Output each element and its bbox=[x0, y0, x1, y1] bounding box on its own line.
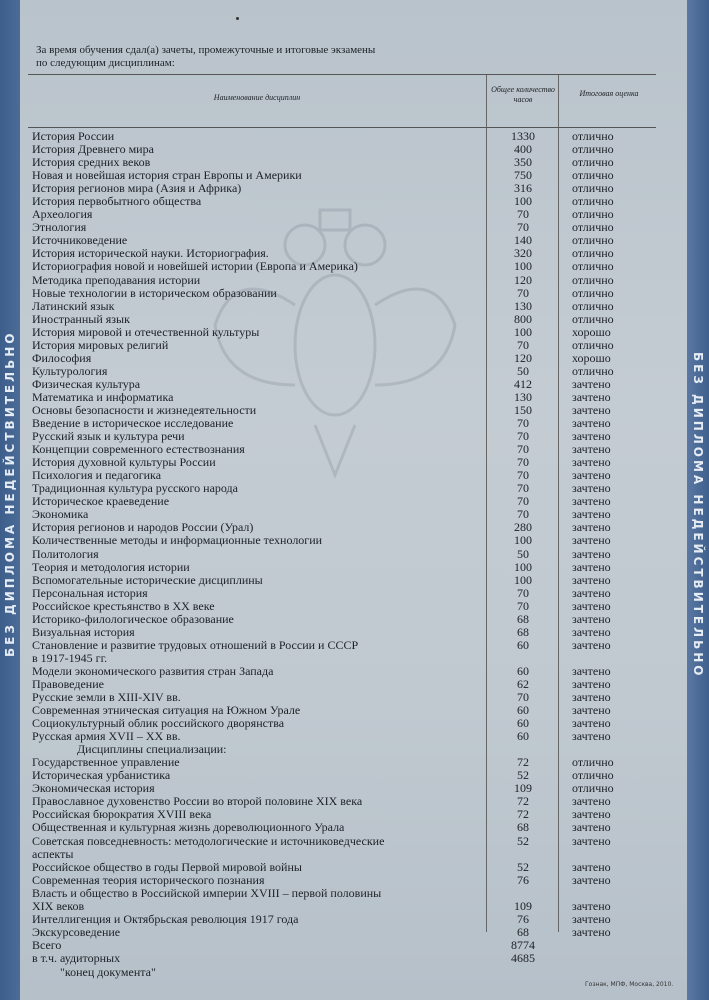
table-row bbox=[28, 939, 656, 952]
grade-value: зачтено bbox=[572, 807, 611, 822]
intro-line-1: За время обучения сдал(а) зачеты, промежуточные и итоговые экзамены bbox=[36, 44, 376, 56]
grade-value: зачтено bbox=[572, 416, 611, 431]
table-row bbox=[28, 848, 656, 861]
hours-value: 800 bbox=[514, 311, 532, 326]
table-row bbox=[28, 600, 656, 613]
grade-value: зачтено bbox=[572, 676, 611, 691]
subject-name: Историческое краеведение bbox=[32, 494, 170, 509]
hours-value: 50 bbox=[517, 546, 529, 561]
hours-value: 400 bbox=[514, 142, 532, 157]
subject-name: Модели экономического развития стран Запада bbox=[32, 663, 274, 678]
grade-value: отлично bbox=[572, 363, 614, 378]
hours-value: 76 bbox=[517, 911, 529, 926]
grade-value: зачтено bbox=[572, 389, 611, 404]
grade-value: отлично bbox=[572, 220, 614, 235]
grades-table bbox=[28, 74, 656, 965]
table-row bbox=[28, 365, 656, 378]
grade-value: зачтено bbox=[572, 833, 611, 848]
table-row bbox=[28, 260, 656, 273]
hours-value: 130 bbox=[514, 298, 532, 313]
hours-value: 140 bbox=[514, 233, 532, 248]
subject-name: Иностранный язык bbox=[32, 311, 130, 326]
grade-value: зачтено bbox=[572, 402, 611, 417]
grade-value: зачтено bbox=[572, 911, 611, 926]
table-row bbox=[28, 287, 656, 300]
subject-name: аспекты bbox=[32, 846, 74, 861]
grade-value: зачтено bbox=[572, 703, 611, 718]
hours-value: 280 bbox=[514, 520, 532, 535]
subject-name: История регионов мира (Азия и Африка) bbox=[32, 181, 242, 196]
grade-value: отлично bbox=[572, 155, 614, 170]
hours-value: 100 bbox=[514, 559, 532, 574]
table-row bbox=[28, 887, 656, 900]
subject-name: Новая и новейшая история стран Европы и Америки bbox=[32, 168, 302, 183]
table-row bbox=[28, 861, 656, 874]
grade-value: зачтено bbox=[572, 716, 611, 731]
grade-value: отлично bbox=[572, 285, 614, 300]
table-row bbox=[28, 952, 656, 965]
grade-value: зачтено bbox=[572, 429, 611, 444]
grade-value: хорошо bbox=[572, 324, 611, 339]
subject-name: Всего bbox=[32, 937, 62, 952]
intro-line-2: по следующим дисциплинам: bbox=[36, 57, 175, 69]
table-row bbox=[28, 900, 656, 913]
grade-value: отлично bbox=[572, 129, 614, 143]
hours-value: 8774 bbox=[511, 937, 535, 952]
hours-value: 100 bbox=[514, 324, 532, 339]
table-row bbox=[28, 352, 656, 365]
grade-value: отлично bbox=[572, 142, 614, 157]
hours-value: 70 bbox=[517, 285, 529, 300]
table-row bbox=[28, 326, 656, 339]
subject-name: Математика и информатика bbox=[32, 389, 174, 404]
subject-name: Дисциплины специализации: bbox=[77, 742, 227, 757]
page-dot bbox=[236, 17, 239, 20]
subject-name: Социокультурный облик российского дворянства bbox=[32, 716, 285, 731]
table-row bbox=[28, 613, 656, 626]
hours-value: 70 bbox=[517, 507, 529, 522]
grade-value: зачтено bbox=[572, 690, 611, 705]
table-row bbox=[28, 208, 656, 221]
grade-value: зачтено bbox=[572, 442, 611, 457]
subject-name: Историческая урбанистика bbox=[32, 768, 171, 783]
hours-value: 70 bbox=[517, 416, 529, 431]
hours-value: 100 bbox=[514, 194, 532, 209]
grade-value: отлично bbox=[572, 194, 614, 209]
hours-value: 60 bbox=[517, 663, 529, 678]
hours-value: 130 bbox=[514, 389, 532, 404]
hours-value: 68 bbox=[517, 820, 529, 835]
table-row bbox=[28, 574, 656, 587]
table-header bbox=[28, 74, 656, 128]
hours-value: 100 bbox=[514, 572, 532, 587]
grade-value: зачтено bbox=[572, 494, 611, 509]
hours-value: 4685 bbox=[511, 950, 535, 965]
subject-name: Методика преподавания истории bbox=[32, 272, 201, 287]
grade-value: отлично bbox=[572, 207, 614, 222]
intro-text bbox=[36, 44, 375, 70]
grade-value: зачтено bbox=[572, 598, 611, 613]
hours-value: 72 bbox=[517, 807, 529, 822]
hours-value: 70 bbox=[517, 494, 529, 509]
subject-name: Российское крестьянство в XX веке bbox=[32, 598, 215, 613]
end-of-document: "конец документа" bbox=[60, 965, 156, 979]
grade-value: зачтено bbox=[572, 468, 611, 483]
hours-value: 72 bbox=[517, 755, 529, 770]
subject-name: Русский язык и культура речи bbox=[32, 429, 185, 444]
hours-value: 70 bbox=[517, 337, 529, 352]
hours-value: 1330 bbox=[511, 129, 535, 143]
grade-value: зачтено bbox=[572, 794, 611, 809]
grade-value: зачтено bbox=[572, 481, 611, 496]
hours-value: 109 bbox=[514, 781, 532, 796]
subject-name: История средних веков bbox=[32, 155, 151, 170]
hours-value: 412 bbox=[514, 376, 532, 391]
table-row bbox=[28, 874, 656, 887]
grade-value: отлично bbox=[572, 781, 614, 796]
grade-value: зачтено bbox=[572, 729, 611, 744]
subject-name: Русские земли в XIII-XIV вв. bbox=[32, 690, 181, 705]
table-row bbox=[28, 339, 656, 352]
hours-value: 350 bbox=[514, 155, 532, 170]
grade-value: отлично bbox=[572, 181, 614, 196]
subject-name: Традиционная культура русского народа bbox=[32, 481, 238, 496]
subject-name: История духовной культуры России bbox=[32, 455, 216, 470]
subject-name: Экономическая история bbox=[32, 781, 155, 796]
hours-value: 70 bbox=[517, 455, 529, 470]
subject-name: Современная теория исторического познания bbox=[32, 872, 265, 887]
table-row bbox=[28, 821, 656, 834]
hours-value: 70 bbox=[517, 690, 529, 705]
subject-name: Латинский язык bbox=[32, 298, 115, 313]
grade-value: зачтено bbox=[572, 455, 611, 470]
table-row bbox=[28, 274, 656, 287]
hours-value: 70 bbox=[517, 207, 529, 222]
hours-value: 70 bbox=[517, 429, 529, 444]
subject-name: История регионов и народов России (Урал) bbox=[32, 520, 254, 535]
subject-name: в 1917-1945 гг. bbox=[32, 650, 108, 665]
hours-value: 750 bbox=[514, 168, 532, 183]
hours-value: 70 bbox=[517, 598, 529, 613]
grade-value: зачтено bbox=[572, 637, 611, 652]
grade-value: зачтено bbox=[572, 546, 611, 561]
grade-value: отлично bbox=[572, 259, 614, 274]
grade-value: зачтено bbox=[572, 624, 611, 639]
table-row bbox=[28, 665, 656, 678]
subject-name: Российская бюрократия XVIII века bbox=[32, 807, 212, 822]
subject-name: Новые технологии в историческом образовании bbox=[32, 285, 277, 300]
subject-name: Концепции современного естествознания bbox=[32, 442, 245, 457]
hours-value: 68 bbox=[517, 624, 529, 639]
subject-name: Вспомогательные исторические дисциплины bbox=[32, 572, 263, 587]
grade-value: зачтено bbox=[572, 559, 611, 574]
subject-name: XIX веков bbox=[32, 898, 85, 913]
hours-value: 109 bbox=[514, 898, 532, 913]
hours-value: 52 bbox=[517, 768, 529, 783]
table-row bbox=[28, 639, 656, 652]
subject-name: в т.ч. аудиторных bbox=[32, 950, 121, 965]
subject-name: История мировой и отечественной культуры bbox=[32, 324, 260, 339]
grade-value: зачтено bbox=[572, 859, 611, 874]
subject-name: История мировых религий bbox=[32, 337, 169, 352]
grade-value: зачтено bbox=[572, 572, 611, 587]
table-row bbox=[28, 561, 656, 574]
hours-value: 100 bbox=[514, 533, 532, 548]
subject-name: Этнология bbox=[32, 220, 87, 235]
subject-name: Русская армия XVII – XX вв. bbox=[32, 729, 181, 744]
subject-name: Психология и педагогика bbox=[32, 468, 162, 483]
table-row bbox=[28, 835, 656, 848]
side-text-right: БЕЗ ДИПЛОМА НЕДЕЙСТВИТЕЛЬНО bbox=[691, 352, 705, 679]
subject-name: История Древнего мира bbox=[32, 142, 154, 157]
hours-value: 68 bbox=[517, 924, 529, 939]
subject-name: Персональная история bbox=[32, 585, 148, 600]
grade-value: отлично bbox=[572, 768, 614, 783]
grade-value: зачтено bbox=[572, 872, 611, 887]
printer-footnote: Гознак, МПФ, Москва, 2010. bbox=[585, 981, 674, 988]
grade-value: зачтено bbox=[572, 507, 611, 522]
hours-value: 70 bbox=[517, 220, 529, 235]
table-row bbox=[28, 495, 656, 508]
grade-value: зачтено bbox=[572, 924, 611, 939]
grade-value: зачтено bbox=[572, 820, 611, 835]
subject-name: Государственное управление bbox=[32, 755, 180, 770]
grade-value: отлично bbox=[572, 246, 614, 261]
table-row bbox=[28, 926, 656, 939]
hours-value: 50 bbox=[517, 363, 529, 378]
grade-value: зачтено bbox=[572, 585, 611, 600]
grade-value: хорошо bbox=[572, 350, 611, 365]
subject-name: Источниковедение bbox=[32, 233, 128, 248]
hours-value: 120 bbox=[514, 350, 532, 365]
hours-value: 60 bbox=[517, 703, 529, 718]
subject-name: Экономика bbox=[32, 507, 89, 522]
hours-value: 52 bbox=[517, 833, 529, 848]
hours-value: 72 bbox=[517, 794, 529, 809]
subject-name: Визуальная история bbox=[32, 624, 135, 639]
hours-value: 60 bbox=[517, 729, 529, 744]
hours-value: 52 bbox=[517, 859, 529, 874]
hours-value: 68 bbox=[517, 611, 529, 626]
subject-name: Советская повседневность: методологические и источниковедческие bbox=[32, 833, 385, 848]
subject-name: История России bbox=[32, 129, 115, 143]
table-row bbox=[28, 626, 656, 639]
side-text-left: БЕЗ ДИПЛОМА НЕДЕЙСТВИТЕЛЬНО bbox=[3, 330, 17, 657]
grade-value: отлично bbox=[572, 755, 614, 770]
grade-value: отлично bbox=[572, 233, 614, 248]
subject-name: Экскурсоведение bbox=[32, 924, 121, 939]
hours-value: 150 bbox=[514, 402, 532, 417]
header-grade-col: Итоговая оценка bbox=[579, 89, 639, 98]
subject-name: Философия bbox=[32, 350, 92, 365]
subject-name: Правоведение bbox=[32, 676, 104, 691]
hours-value: 316 bbox=[514, 181, 532, 196]
grade-value: зачтено bbox=[572, 520, 611, 535]
hours-value: 70 bbox=[517, 442, 529, 457]
subject-name: Современная этническая ситуация на Южном Урале bbox=[32, 703, 301, 718]
table-row bbox=[28, 548, 656, 561]
hours-value: 70 bbox=[517, 468, 529, 483]
subject-name: Российское общество в годы Первой мировой войны bbox=[32, 859, 302, 874]
table-body bbox=[28, 130, 656, 965]
grade-value: отлично bbox=[572, 272, 614, 287]
table-row bbox=[28, 300, 656, 313]
grade-value: отлично bbox=[572, 298, 614, 313]
hours-value: 320 bbox=[514, 246, 532, 261]
subject-name: Православное духовенство России во второй половине XIX века bbox=[32, 794, 363, 809]
subject-name: История первобытного общества bbox=[32, 194, 202, 209]
table-row bbox=[28, 913, 656, 926]
subject-name: Политология bbox=[32, 546, 99, 561]
hours-value: 120 bbox=[514, 272, 532, 287]
subject-name: Интеллигенция и Октябрьская революция 1917 года bbox=[32, 911, 299, 926]
table-row bbox=[28, 652, 656, 665]
table-row bbox=[28, 587, 656, 600]
table-row bbox=[28, 534, 656, 547]
hours-value: 60 bbox=[517, 637, 529, 652]
table-row bbox=[28, 195, 656, 208]
grade-value: зачтено bbox=[572, 376, 611, 391]
subject-name: История исторической науки. Историография. bbox=[32, 246, 269, 261]
table-row bbox=[28, 378, 656, 391]
grade-value: зачтено bbox=[572, 533, 611, 548]
hours-value: 60 bbox=[517, 716, 529, 731]
hours-value: 70 bbox=[517, 481, 529, 496]
subject-name: Власть и общество в Российской империи XVIII – первой половины bbox=[32, 885, 382, 900]
grade-value: зачтено bbox=[572, 898, 611, 913]
hours-value: 62 bbox=[517, 676, 529, 691]
subject-name: Становление и развитие трудовых отношений в России и СССР bbox=[32, 637, 359, 652]
subject-name: Археология bbox=[32, 207, 93, 222]
hours-value: 70 bbox=[517, 585, 529, 600]
subject-name: Историко-филологическое образование bbox=[32, 611, 234, 626]
subject-name: Количественные методы и информационные технологии bbox=[32, 533, 323, 548]
hours-value: 76 bbox=[517, 872, 529, 887]
hours-value: 100 bbox=[514, 259, 532, 274]
grade-value: отлично bbox=[572, 311, 614, 326]
subject-name: Теория и методология истории bbox=[32, 559, 190, 574]
header-name-col: Наименование дисциплин bbox=[213, 93, 301, 102]
subject-name: Историография новой и новейшей истории (Европа и Америка) bbox=[32, 259, 358, 274]
subject-name: Основы безопасности и жизнедеятельности bbox=[32, 402, 257, 417]
grade-value: отлично bbox=[572, 168, 614, 183]
subject-name: Введение в историческое исследование bbox=[32, 416, 234, 431]
subject-name: Физическая культура bbox=[32, 376, 141, 391]
table-row bbox=[28, 313, 656, 326]
subject-name: Общественная и культурная жизнь дореволюционного Урала bbox=[32, 820, 345, 835]
subject-name: Культурология bbox=[32, 363, 108, 378]
grade-value: зачтено bbox=[572, 611, 611, 626]
grade-value: отлично bbox=[572, 337, 614, 352]
grade-value: зачтено bbox=[572, 663, 611, 678]
header-hours-col: Общее количество часов bbox=[491, 85, 555, 104]
